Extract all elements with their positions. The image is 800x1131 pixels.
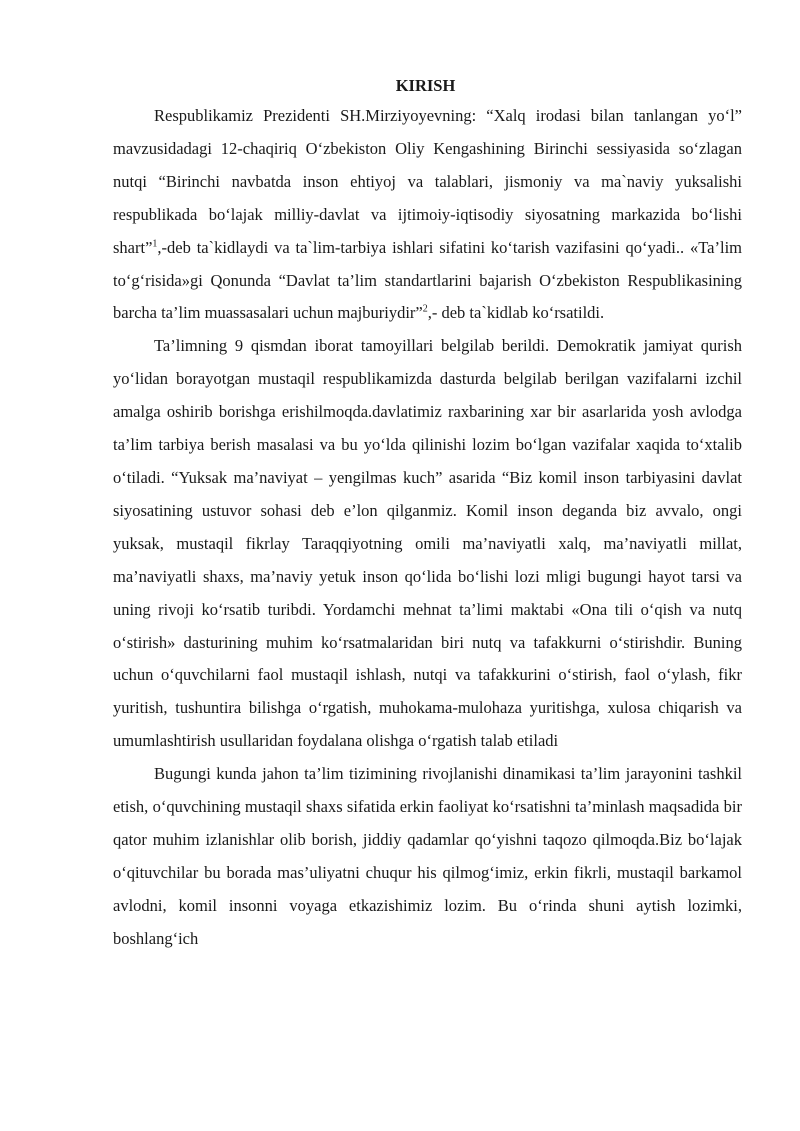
paragraph-1 bbox=[113, 100, 742, 330]
footnote-ref-2[interactable]: 2 bbox=[422, 303, 428, 315]
paragraph-1-text-b: ,-deb ta`kidlaydi va ta`lim-tarbiya ishlari sifatini ko‘tarish vazifasini qo‘yadi.. «Ta’lim to‘g‘risida»gi Qonunda “Davlat ta’lim standartlarini bajarish O‘zbekiston Respublikasining barcha ta’lim muassasalari uchun majburiydir” bbox=[113, 237, 742, 323]
page-title: KIRISH bbox=[395, 76, 456, 95]
paragraph-2: Ta’limning 9 qismdan iborat tamoyillari belgilab berildi. Demokratik jamiyat qurish yo‘lidan borayotgan mustaqil respublikamizda dasturda belgilab berilgan vazifalarni izchil amalga oshirib borishga erishilmoqda.davlatimiz raxbarining xar bir asarlarida yosh avlodga ta’lim tarbiya berish masalasi va bu yo‘lda qilinishi lozim bo‘lgan vazifalar xaqida to‘xtalib o‘tiladi. “Yuksak ma’naviyat – yengilmas kuch” asarida “Biz komil inson tarbiyasini davlat siyosatining ustuvor sohasi deb e’lon qilganmiz. Komil inson deganda biz avvalo, ongi yuksak, mustaqil fikrlay Taraqqiyotning omili ma’naviyatli xalq, ma’naviyatli millat, ma’naviyatli shaxs, ma’naviy yetuk inson qo‘lida bo‘lishi lozi mligi bugungi hayot tarsi va uning rivoji ko‘rsatib turibdi. Yordamchi mehnat ta’limi maktabi «Ona tili o‘qish va nutq o‘stirish» dasturining muhim ko‘rsatmalaridan biri nutq va tafakkurni o‘stirishdir. Buning uchun o‘quvchilarni faol mustaqil ishlash, nutqi va tafakkurini o‘stirish, faol o‘ylash, fikr yuritish, tushuntira bilishga o‘rgatish, muhokama-mulohaza yuritishga, xulosa chiqarish va umumlashtirish usullaridan foydalana olishga o‘rgatish talab etiladi bbox=[113, 336, 742, 751]
paragraph-3: Bugungi kunda jahon ta’lim tizimining rivojlanishi dinamikasi ta’lim jarayonini tashkil etish, o‘quvchining mustaqil shaxs sifatida erkin faoliyat ko‘rsatishni ta’minlash maqsadida bir qator muhim izlanishlar olib borish, jiddiy qadamlar qo‘yishni taqozo qilmoqda.Biz bo‘lajak o‘qituvchilar bu borada mas’uliyatni chuqur his qilmog‘imiz, erkin fikrli, mustaqil barkamol avlodni, komil insonni voyaga etkazishimiz lozim. Bu o‘rinda shuni aytish lozimki, boshlang‘ich bbox=[113, 764, 742, 948]
paragraph-1-text-c: ,- deb ta`kidlab ko‘rsatildi. bbox=[427, 303, 605, 323]
footnote-ref-1[interactable]: 1 bbox=[152, 238, 158, 250]
paragraph-1-text-a: Respublikamiz Prezidenti SH.Mirziyoyevning: “Xalq irodasi bilan tanlangan yo‘l” mavzusidadagi 12-chaqiriq O‘zbekiston Oliy Kengashining Birinchi sessiyasida so‘zlagan nutqi “Birinchi navbatda inson ehtiyoj va talablari, jismoniy va ma`naviy yuksalishi respublikada bo‘lajak milliy-davlat va ijtimoiy-iqtisodiy siyosatning markazida bo‘lishi shart” bbox=[113, 106, 742, 257]
